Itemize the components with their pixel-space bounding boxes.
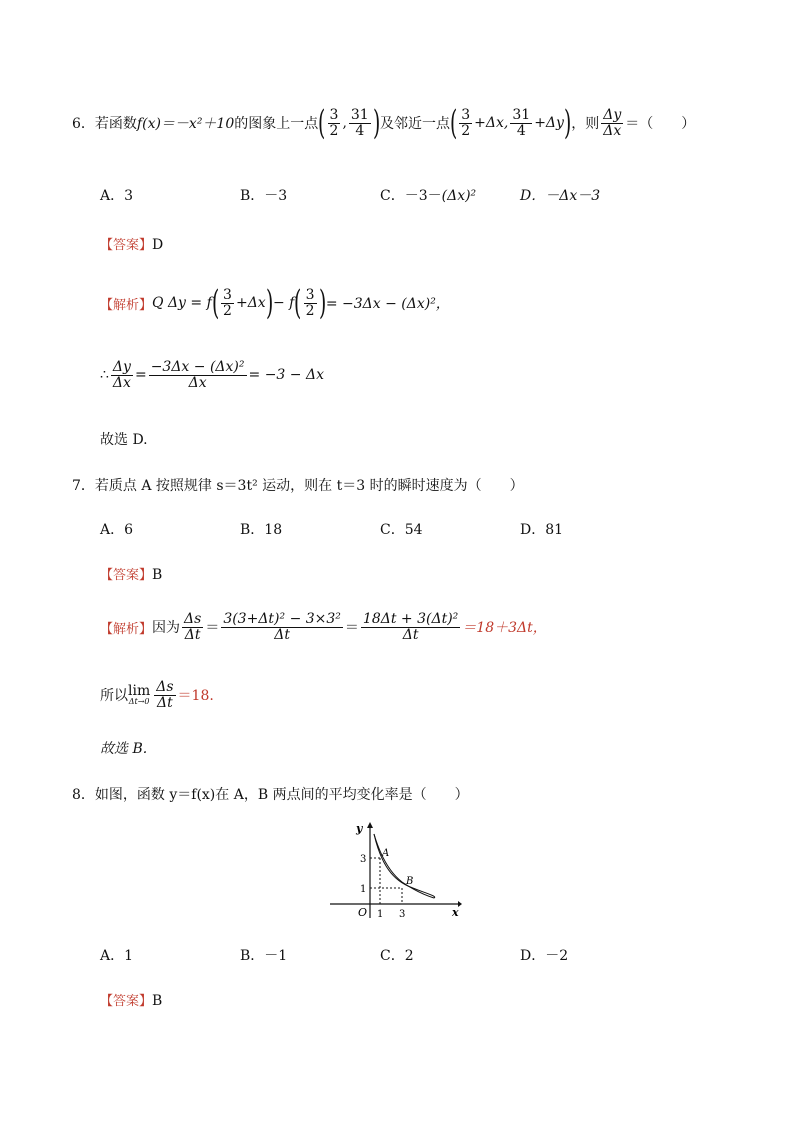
origin-label: O bbox=[358, 906, 368, 919]
q6-option-d[interactable]: D．－Δx－3 bbox=[520, 188, 601, 204]
point-b-label: B bbox=[406, 876, 414, 887]
q6-expl2-lhs: $\frac{\Delta y}{\Delta x}$ bbox=[112, 359, 131, 391]
q8-option-c[interactable]: C．2 bbox=[380, 948, 414, 964]
q7-answer-value: B bbox=[152, 567, 163, 583]
paren-left-icon: ( bbox=[294, 283, 302, 323]
q7-lim-result: ＝18. bbox=[177, 688, 214, 705]
tick-y1: 1 bbox=[360, 884, 367, 895]
q6-point2-x-rest: +Δx, bbox=[474, 115, 509, 131]
explanation-label: 【解析】 bbox=[100, 621, 153, 637]
q6-expl1-frac: $\frac{3}{2}$ bbox=[223, 286, 232, 319]
q7-option-c[interactable]: C．54 bbox=[380, 522, 423, 538]
q6-point1-x: $\frac{3}{2}$ bbox=[329, 106, 339, 139]
paren-right-icon: ) bbox=[372, 103, 380, 143]
y-axis-arrow-icon bbox=[367, 822, 373, 828]
q8-answer-value: B bbox=[152, 993, 163, 1009]
q7-frac2: $\frac{\text{3(3+Δt)² − 3×3²}}{\Delta t}$ bbox=[223, 611, 341, 643]
paren-right-icon: ) bbox=[265, 283, 273, 323]
q6-expl1-c: − f bbox=[272, 295, 295, 311]
q6-expl1-frac2: $\frac{3}{2}$ bbox=[305, 286, 315, 319]
tick-x3: 3 bbox=[399, 909, 406, 920]
q6-text4: ＝（ ） bbox=[625, 116, 696, 132]
q7-lim-frac: $\frac{\Delta s}{\Delta t}$ bbox=[156, 679, 174, 711]
q8-option-d[interactable]: D．－2 bbox=[520, 948, 569, 964]
q6-option-b[interactable]: B．－3 bbox=[240, 188, 288, 204]
q6-answer bbox=[100, 234, 163, 253]
q6-expl1-b: +Δx bbox=[235, 295, 266, 311]
q6-function: f(x)＝－x²＋10 bbox=[136, 116, 235, 132]
q6-option-c-label: C．－3－ bbox=[380, 188, 442, 204]
q6-expl1-a: Q Δy = f bbox=[152, 295, 212, 311]
x-axis-arrow-icon bbox=[458, 901, 462, 907]
q7-conclusion: 故选 B. bbox=[100, 741, 148, 757]
q8-option-b[interactable]: B．－1 bbox=[240, 948, 288, 964]
q6-expl2-rest: = −3 − Δx bbox=[248, 367, 324, 384]
q7-option-d[interactable]: D．81 bbox=[520, 522, 564, 538]
q6-option-c-expr: (Δx)² bbox=[441, 188, 477, 204]
q7-explanation-2 bbox=[100, 680, 214, 710]
q6-answer-value: D bbox=[152, 237, 164, 253]
q6-text: 的图象上一点 bbox=[234, 116, 319, 132]
q6-ratio: $\frac{\Delta y}{\Delta x}$ bbox=[603, 106, 622, 139]
x-axis-label: x bbox=[452, 906, 459, 919]
q6-point1-y: $\frac{31}{4}$ bbox=[350, 106, 369, 139]
q8-option-a[interactable]: A．1 bbox=[100, 948, 134, 964]
q6-text2: 及邻近一点 bbox=[379, 116, 450, 132]
paren-left-icon: ( bbox=[211, 283, 220, 323]
y-axis-label: y bbox=[356, 822, 363, 835]
point-a-label: A bbox=[382, 848, 390, 859]
q7-expl-result: ＝18＋3Δt， bbox=[462, 620, 547, 637]
answer-label: 【答案】 bbox=[100, 238, 153, 253]
q6-text3: ，则 bbox=[571, 116, 600, 132]
tick-y3: 3 bbox=[360, 854, 367, 865]
q6-expl2-mid: $\frac{\text{−3Δx − (Δx)²}}{\Delta x}$ bbox=[150, 359, 245, 391]
q7-stem: 7．若质点 A 按照规律 s＝3t² 运动，则在 t＝3 时的瞬时速度为（ ） bbox=[72, 478, 524, 494]
q6-explanation-2: ∴ $\frac{\Delta y}{\Delta x}$ = $\frac{\text{−3Δx − (Δx)²}}{\Delta x}$ = −3 − Δx bbox=[100, 359, 324, 391]
q7-frac1: $\frac{\Delta s}{\Delta t}$ bbox=[184, 611, 202, 643]
q6-option-c[interactable] bbox=[380, 185, 476, 205]
paren-left-icon: ( bbox=[318, 103, 326, 143]
q7-option-b[interactable]: B．18 bbox=[240, 522, 283, 538]
q6-conclusion: 故选 D. bbox=[100, 432, 148, 448]
q8-graph bbox=[328, 820, 462, 920]
q7-answer bbox=[100, 564, 162, 583]
paren-left-icon: ( bbox=[449, 103, 458, 143]
q7-lim: lim Δt→0 bbox=[128, 683, 151, 707]
q7-frac3: $\frac{\text{18Δt + 3(Δt)²}}{\Delta t}$ bbox=[362, 611, 459, 643]
q6-point2-y-rest: +Δy bbox=[534, 115, 564, 131]
explanation-label: 【解析】 bbox=[100, 297, 153, 313]
tick-x1: 1 bbox=[377, 909, 384, 920]
q6-explanation-1 bbox=[100, 283, 450, 323]
q7-expl-lead: 因为 bbox=[152, 620, 181, 637]
answer-label: 【答案】 bbox=[100, 568, 153, 583]
answer-label: 【答案】 bbox=[100, 994, 153, 1009]
q6-expl1-d: = −3Δx − (Δx)²， bbox=[325, 296, 450, 312]
q6-stem: 6．若函数 f(x)＝－x²＋10 的图象上一点 ( $\frac{3}{2}$ , $\frac{31}{4}$ ) 及邻近一点 ( $\frac{3}{2}$ +Δx, $\frac{31}{4}$ +Δy ) ，则 $\frac{\Delta y}{\Delta x}$ ＝（ ） bbox=[72, 103, 696, 143]
q6-number: 6．若函数 bbox=[72, 116, 137, 132]
therefore-icon: ∴ bbox=[100, 367, 109, 384]
q8-answer bbox=[100, 990, 162, 1009]
q6-point2-x: $\frac{3}{2}$ bbox=[461, 106, 471, 139]
q8-stem: 8．如图，函数 y＝f(x)在 A，B 两点间的平均变化率是（ ） bbox=[72, 787, 469, 803]
q6-option-a[interactable]: A．3 bbox=[100, 188, 134, 204]
q6-point2-y: $\frac{31}{4}$ bbox=[512, 106, 531, 139]
q7-explanation-1: 【解析】 因为 $\frac{\Delta s}{\Delta t}$ ＝ $\frac{\text{3(3+Δt)² − 3×3²}}{\Delta t}$ ＝ $\frac{\text{18Δt + 3(Δt)²}}{\Delta t}$ ＝18＋3Δt， bbox=[100, 611, 547, 643]
paren-right-icon: ) bbox=[563, 103, 572, 143]
q7-lim-lead: 所以 bbox=[100, 688, 128, 705]
q7-option-a[interactable]: A．6 bbox=[100, 522, 134, 538]
paren-right-icon: ) bbox=[318, 283, 326, 323]
